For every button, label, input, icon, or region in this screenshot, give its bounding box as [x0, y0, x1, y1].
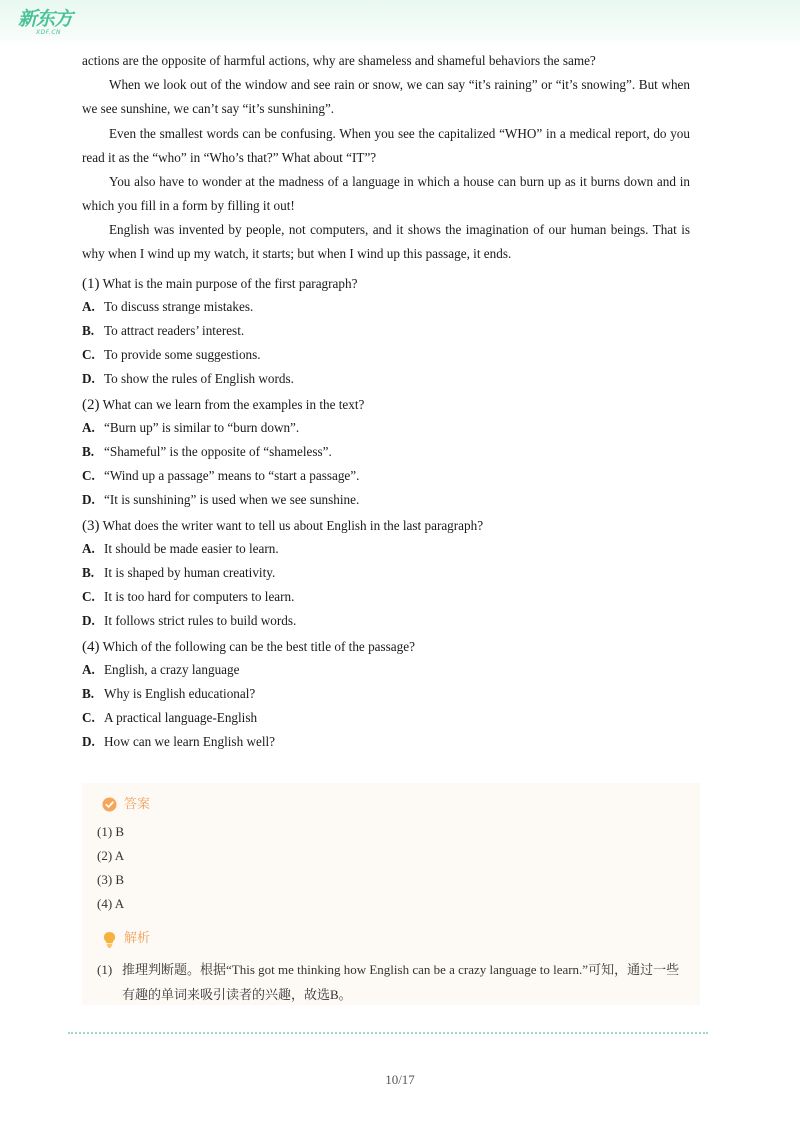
option-letter: B. — [82, 565, 95, 580]
question-stem — [82, 638, 415, 656]
option-text: To discuss strange mistakes. — [104, 299, 254, 314]
option-row — [82, 588, 294, 606]
option-text: It is shaped by human creativity. — [104, 565, 276, 580]
dotted-divider — [68, 1032, 708, 1034]
check-badge-icon — [102, 797, 117, 812]
passage-paragraph: English was invented by people, not computers, and it shows the imagination of our human beings. That is why when I wind up my watch, it starts; but when I wind up this passage, it ends. — [82, 222, 690, 262]
question-text: What is the main purpose of the first paragraph? — [102, 276, 358, 291]
option-text: To attract readers’ interest. — [104, 323, 245, 338]
option-text: “Shameful” is the opposite of “shameless”. — [104, 444, 332, 459]
option-row — [82, 419, 299, 437]
question-text: Which of the following can be the best title of the passage? — [102, 639, 415, 654]
answer-panel — [82, 783, 700, 1005]
option-letter: A. — [82, 541, 95, 556]
passage-paragraph: Even the smallest words can be confusing. When you see the capitalized “WHO” in a medical report, do you read it as the “who” in “Who’s that?” What about “IT”? — [82, 126, 690, 166]
option-text: “It is sunshining” is used when we see sunshine. — [104, 492, 360, 507]
option-letter: D. — [82, 371, 95, 386]
option-letter: D. — [82, 492, 95, 507]
question-number: (2) — [82, 397, 100, 413]
header-band — [0, 0, 800, 48]
question-number: (1) — [82, 276, 100, 292]
logo-subtext: XDF.CN — [36, 29, 61, 36]
option-letter: A. — [82, 299, 95, 314]
question-text: What can we learn from the examples in the text? — [102, 397, 365, 412]
explanation-number: (1) — [97, 962, 113, 977]
option-letter: C. — [82, 468, 95, 483]
option-letter: C. — [82, 589, 95, 604]
option-row — [82, 564, 275, 582]
option-row — [82, 733, 275, 751]
answer-line: (2) A — [97, 848, 125, 863]
option-letter: A. — [82, 662, 95, 677]
passage-paragraph: You also have to wonder at the madness of a language in which a house can burn up as it burns down and in which you fill in a form by filling it out! — [82, 174, 690, 214]
option-letter: C. — [82, 710, 95, 725]
option-text: It follows strict rules to build words. — [104, 613, 297, 628]
option-row — [82, 685, 255, 703]
option-letter: B. — [82, 323, 95, 338]
logo-text: 新东方 — [18, 8, 73, 30]
option-row — [82, 612, 296, 630]
option-row — [82, 370, 294, 388]
option-text: English, a crazy language — [104, 662, 240, 677]
answer-line: (4) A — [97, 896, 125, 911]
option-text: To provide some suggestions. — [104, 347, 261, 362]
question-number: (3) — [82, 518, 100, 534]
question-number: (4) — [82, 639, 100, 655]
question-text: What does the writer want to tell us about English in the last paragraph? — [102, 518, 484, 533]
page-number: 10/17 — [385, 1072, 415, 1087]
answer-line: (3) B — [97, 872, 125, 887]
option-text: Why is English educational? — [104, 686, 256, 701]
option-row — [82, 491, 359, 509]
option-row — [82, 322, 244, 340]
explanation-text: 推理判断题。根据“This got me thinking how English can be a crazy language to learn.”可知，通过一些有趣的单词来吸引读者的兴趣，故选B。 — [122, 962, 680, 1002]
option-letter: A. — [82, 420, 95, 435]
option-row — [82, 661, 239, 679]
xdf-logo — [18, 8, 78, 38]
option-text: It is too hard for computers to learn. — [104, 589, 295, 604]
lightbulb-icon — [102, 931, 117, 948]
passage-paragraph: When we look out of the window and see rain or snow, we can say “it’s raining” or “it’s snowing”. But when we see sunshine, we can’t say “it’s sunshining”. — [82, 77, 690, 117]
option-text: “Burn up” is similar to “burn down”. — [104, 420, 300, 435]
option-row — [82, 298, 253, 316]
option-letter: D. — [82, 613, 95, 628]
option-row — [82, 540, 279, 558]
option-text: How can we learn English well? — [104, 734, 276, 749]
option-letter: D. — [82, 734, 95, 749]
option-letter: B. — [82, 444, 95, 459]
option-row — [82, 443, 332, 461]
option-row — [82, 709, 257, 727]
question-stem — [82, 396, 364, 414]
question-stem — [82, 517, 483, 535]
explanation-label: 解析 — [124, 931, 151, 946]
option-letter: B. — [82, 686, 95, 701]
option-text: It should be made easier to learn. — [104, 541, 279, 556]
option-text: To show the rules of English words. — [104, 371, 294, 386]
passage-paragraph: actions are the opposite of harmful actions, why are shameless and shameful behaviors the same? — [82, 53, 596, 68]
option-row — [82, 346, 261, 364]
option-letter: C. — [82, 347, 95, 362]
answer-label: 答案 — [124, 797, 151, 812]
option-text: A practical language-English — [104, 710, 258, 725]
option-row — [82, 467, 359, 485]
answer-line: (1) B — [97, 824, 125, 839]
question-stem — [82, 275, 357, 293]
option-text: “Wind up a passage” means to “start a passage”. — [104, 468, 360, 483]
